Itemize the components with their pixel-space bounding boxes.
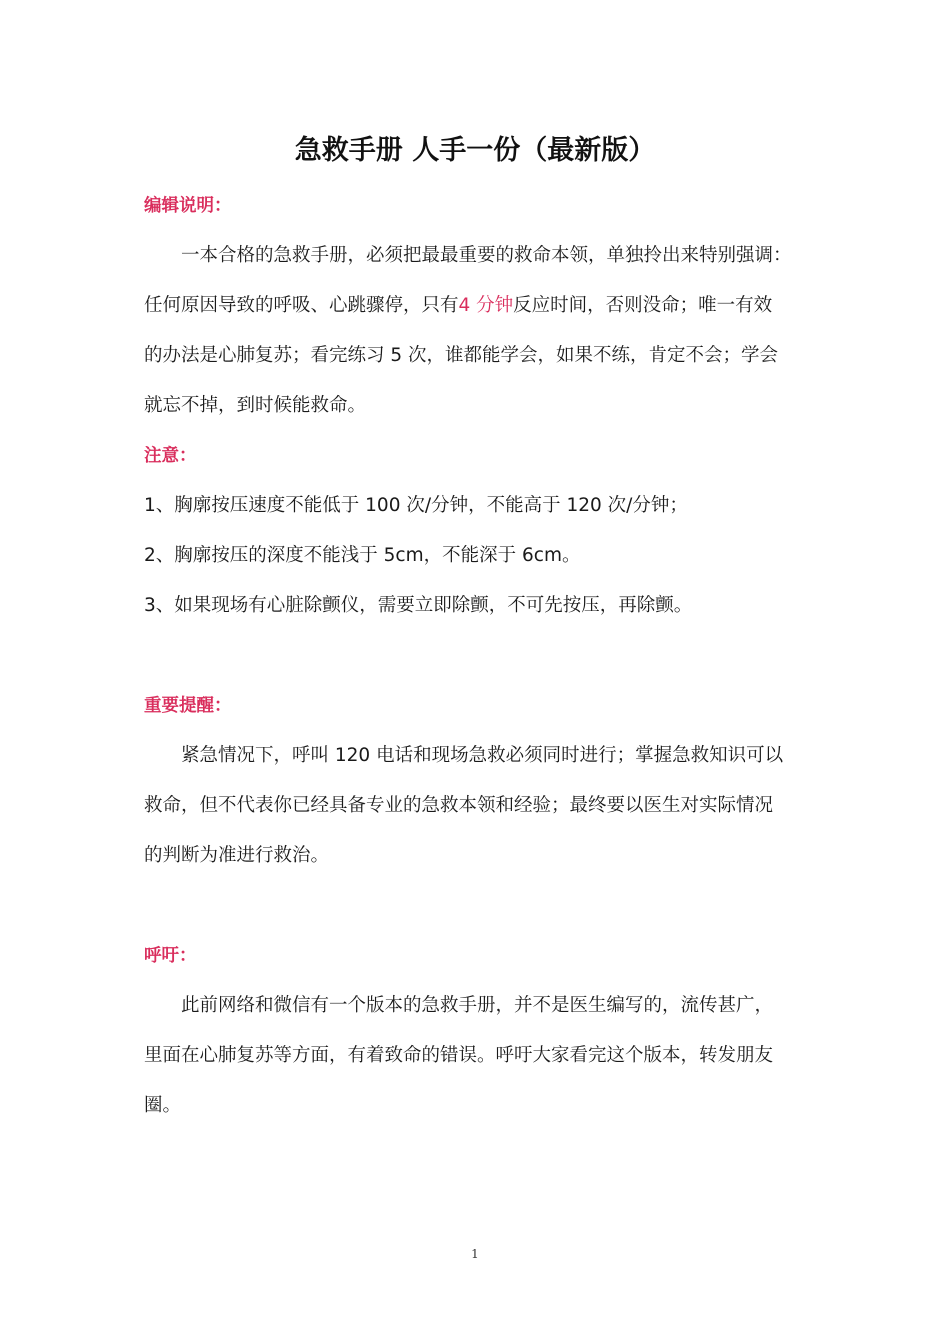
notice-heading: 注意： xyxy=(144,446,197,466)
four-minutes-highlight: 4 分钟 xyxy=(458,295,514,316)
document-body xyxy=(144,181,809,1131)
editorial-line-4: 就忘不掉，到时候能救命。 xyxy=(144,395,367,416)
reminder-section xyxy=(144,681,809,881)
editorial-line-2 xyxy=(144,281,809,331)
document-title: 急救手册 人手一份（最新版） xyxy=(294,135,656,166)
appeal-heading: 呼吁： xyxy=(144,946,197,966)
spacer xyxy=(144,631,809,681)
appeal-section xyxy=(144,931,809,1131)
appeal-line-1: 此前网络和微信有一个版本的急救手册，并不是医生编写的，流传甚广， xyxy=(181,995,774,1016)
appeal-line-2: 里面在心肺复苏等方面，有着致命的错误。呼吁大家看完这个版本，转发朋友 xyxy=(144,1045,774,1066)
reminder-line-1: 紧急情况下，呼叫 120 电话和现场急救必须同时进行；掌握急救知识可以 xyxy=(181,745,784,766)
spacer xyxy=(144,881,809,931)
page-number: 1 xyxy=(471,1247,479,1261)
editorial-line-3: 的办法是心肺复苏；看完练习 5 次，谁都能学会，如果不练，肯定不会；学会 xyxy=(144,345,779,366)
notice-item: 3、如果现场有心脏除颤仪，需要立即除颤，不可先按压，再除颤。 xyxy=(144,595,693,616)
editorial-line-2-after: 反应时间，否则没命；唯一有效 xyxy=(513,295,773,316)
editorial-line-1: 一本合格的急救手册，必须把最最重要的救命本领，单独拎出来特别强调： xyxy=(181,245,792,266)
editorial-line-2-before: 任何原因导致的呼吸、心跳骤停，只有 xyxy=(144,295,459,316)
reminder-line-3: 的判断为准进行救治。 xyxy=(144,845,330,866)
notice-item: 2、胸廓按压的深度不能浅于 5cm，不能深于 6cm。 xyxy=(144,545,581,566)
appeal-line-3: 圈。 xyxy=(144,1095,182,1116)
notice-item: 1、胸廓按压速度不能低于 100 次/分钟，不能高于 120 次/分钟； xyxy=(144,495,688,516)
editorial-section xyxy=(144,181,809,431)
editorial-heading: 编辑说明： xyxy=(144,196,232,216)
reminder-heading: 重要提醒： xyxy=(144,696,232,716)
notice-section xyxy=(144,431,809,631)
reminder-line-2: 救命，但不代表你已经具备专业的急救本领和经验；最终要以医生对实际情况 xyxy=(144,795,774,816)
